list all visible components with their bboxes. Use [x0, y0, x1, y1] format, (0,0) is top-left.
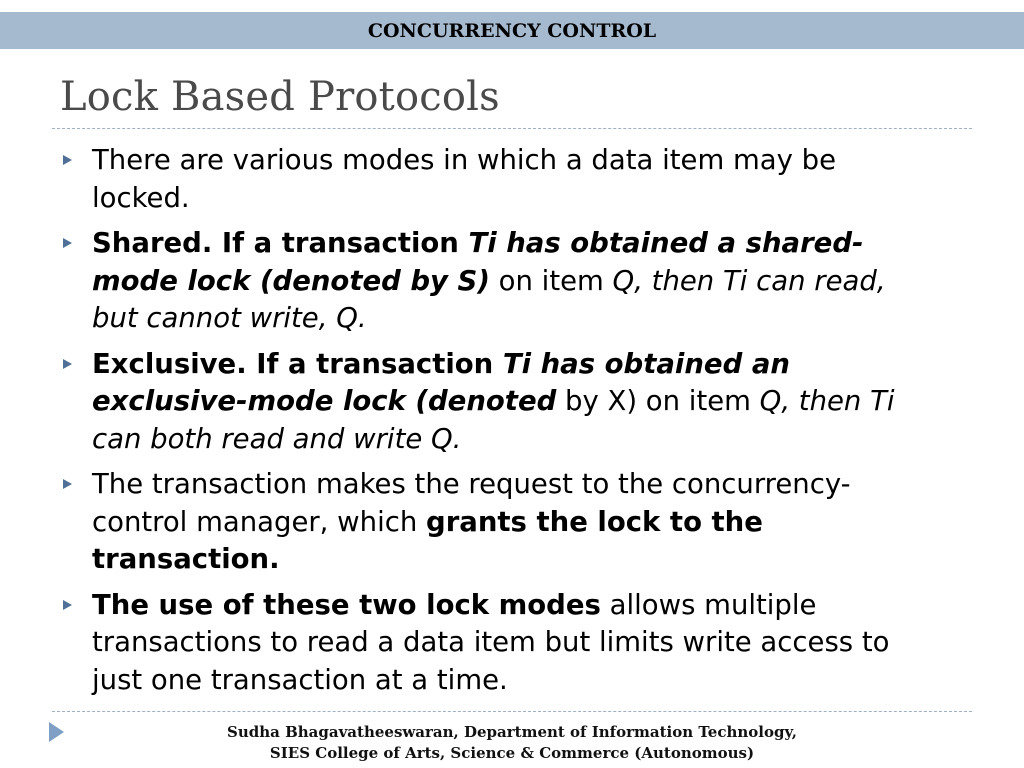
bullet-text-segment: There are various modes in which a data item may be locked. — [92, 144, 837, 214]
bullet-text — [92, 468, 851, 575]
bullet-text-segment: on item — [489, 264, 613, 297]
footer — [0, 722, 1024, 764]
bullet-arrow-icon — [63, 600, 72, 610]
header-title: CONCURRENCY CONTROL — [367, 19, 657, 42]
bullet-text-segment: Exclusive. If a transaction — [92, 347, 503, 380]
bullet-text — [92, 589, 889, 696]
bullet-arrow-icon — [63, 238, 72, 248]
bullet-text — [92, 227, 886, 334]
title-divider — [52, 128, 972, 129]
bullet-text-segment: allows multiple transactions to read a data item but limits write access to just one transaction at a time. — [92, 588, 890, 696]
bullet-arrow-icon — [63, 479, 72, 489]
bullet-item — [58, 225, 938, 338]
bullet-item — [58, 142, 938, 217]
bullet-text-segment: The transaction makes the request to the concurrency-control manager, which — [92, 468, 851, 538]
bullet-text-segment: Ti has obtained an exclusive-mode lock (denoted — [92, 347, 790, 417]
bullet-text-segment: Shared. If a transaction — [92, 227, 469, 259]
bullet-item — [58, 587, 938, 700]
bullet-text — [92, 348, 895, 455]
slide-title: Lock Based Protocols — [60, 74, 500, 120]
bullet-text-segment: The use of these two lock modes — [92, 588, 601, 621]
bullet-text — [92, 144, 836, 214]
header-bar — [0, 12, 1024, 49]
bullet-text-segment: Q, then Ti can both read and write Q. — [92, 385, 895, 455]
bullet-item — [58, 466, 938, 579]
footer-line-1: Sudha Bhagavatheeswaran, Department of Information Technology, — [227, 723, 797, 741]
bullet-list — [58, 142, 938, 707]
bullet-text-segment: Ti has obtained a shared-mode lock (denoted by S) — [92, 227, 864, 297]
bullet-text-segment: by X) on item — [556, 385, 760, 417]
bullet-text-segment: grants the lock to the transaction. — [92, 505, 763, 575]
bullet-arrow-icon — [63, 359, 72, 369]
bullet-text-segment: Q, then Ti can read, but cannot write, Q. — [92, 264, 886, 334]
bullet-arrow-icon — [63, 155, 72, 165]
footer-line-2: SIES College of Arts, Science & Commerce (Autonomous) — [269, 744, 755, 762]
footer-divider — [52, 711, 972, 712]
bullet-item — [58, 346, 938, 459]
